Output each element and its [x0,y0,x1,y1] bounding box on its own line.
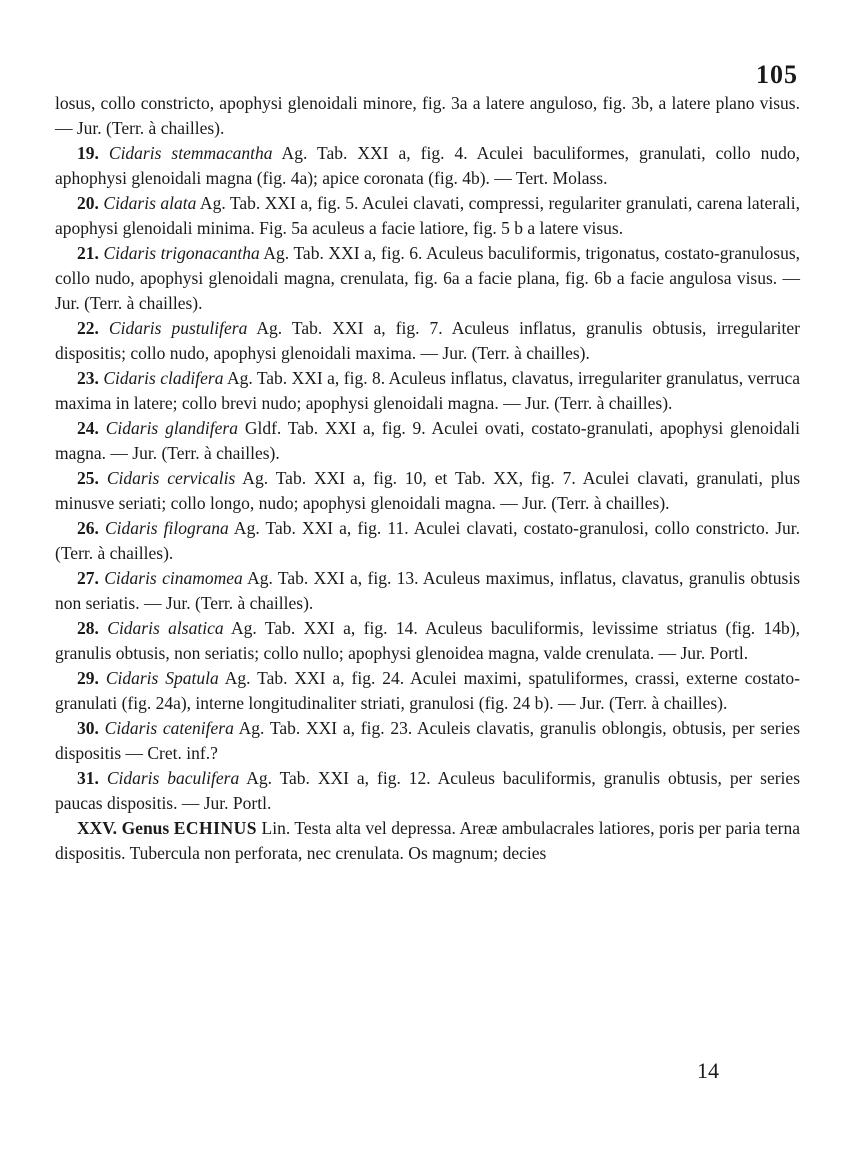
species-name: Cidaris glandifera [105,418,238,438]
genus-text: Lin. Testa alta vel depressa. Areæ ambulacrales latiores, poris per paria terna dispositis. Tubercula non perforata, nec crenulata. Os magnum; decies [55,818,800,863]
entry-text: Ag. Tab. XXI a, fig. 23. Aculeis clavatis, granulis oblongis, obtusis, per series dispositis — Cret. inf.? [55,718,801,763]
species-name: Cidaris stemmacantha [108,143,273,163]
species-entry-25 [55,466,800,516]
species-entry-20 [55,191,800,241]
entry-text: Ag. Tab. XXI a, fig. 4. Aculei baculiformes, granulati, collo nudo, aphophysi glenoidali magna (fig. 4a); apice coronata (fig. 4b). — Tert. Molass. [55,143,800,188]
entry-text: Ag. Tab. XXI a, fig. 8. Aculeus inflatus, clavatus, irregulariter granulatus, verruca maxima in latere; collo brevi nudo; apophysi glenoidali magna. — Jur. (Terr. à chailles). [55,368,801,413]
entry-number: 25. [77,468,99,488]
species-entry-24 [55,416,800,466]
entry-number: 22. [77,318,99,338]
entry-number: 21. [77,243,99,263]
entry-text: Ag. Tab. XXI a, fig. 14. Aculeus baculiformis, levissime striatus (fig. 14b), granulis obtusis, non seriatis; collo nullo; apophysi glenoidea magna, valde crenulata. — Jur. Portl. [55,618,800,663]
genus-name: ECHINUS [173,818,257,838]
species-entry-28 [55,616,800,666]
species-entry-26 [55,516,800,566]
entry-number: 29. [77,668,99,688]
signature-mark: 14 [697,1058,719,1083]
entry-number: 19. [77,143,99,163]
entry-number: 26. [77,518,99,538]
species-entry-30 [55,716,800,766]
genus-heading-entry [55,816,800,866]
species-name: Cidaris cladifera [103,368,224,388]
species-entry-23 [55,366,800,416]
species-name: Cidaris baculifera [106,768,240,788]
entry-text: Ag. Tab. XXI a, fig. 6. Aculeus baculiformis, trigonatus, costato-granulosus, collo nudo, apophysi glenoidali magna, crenulata, fig. 6a a facie plana, fig. 6b a facie angulosa visus. — Jur. (Terr. à chailles). [55,243,801,313]
entry-text: Ag. Tab. XXI a, fig. 11. Aculei clavati, costato-granulosi, collo constricto. Jur. (Terr. à chailles). [55,518,801,563]
entry-text: Ag. Tab. XXI a, fig. 24. Aculei maximi, spatuliformes, crassi, externe costato-granulati (fig. 24a), interne longitudinaliter striati, granulosi (fig. 24 b). — Jur. (Terr. à chailles). [55,668,801,713]
species-name: Cidaris alata [103,193,197,213]
species-entry-21 [55,241,800,316]
species-entry-22 [55,316,800,366]
entry-number: 23. [77,368,99,388]
entry-number: 31. [77,768,99,788]
species-entry-29 [55,666,800,716]
entry-text: Ag. Tab. XXI a, fig. 10, et Tab. XX, fig. 7. Aculei clavati, granulati, plus minusve seriati; collo longo, nudo; apophysi glenoidali magna. — Jur. (Terr. à chailles). [55,468,801,513]
page-number: 105 [756,60,798,89]
entry-text: Ag. Tab. XXI a, fig. 7. Aculeus inflatus, granulis obtusis, irregulariter dispositis; collo nudo, apophysi glenoidali maxima. — Jur. (Terr. à chailles). [55,318,800,363]
species-name: Cidaris filograna [105,518,229,538]
entry-text: Gldf. Tab. XXI a, fig. 9. Aculei ovati, costato-granulati, apophysi glenoidali magna. — Jur. (Terr. à chailles). [55,418,801,463]
species-entry-31 [55,766,800,816]
paragraph-text: losus, collo constricto, apophysi glenoidali minore, fig. 3a a latere anguloso, fig. 3b, a latere plano visus. — Jur. (Terr. à chailles). [55,93,800,138]
species-name: Cidaris catenifera [104,718,234,738]
entry-number: 24. [77,418,99,438]
genus-number: XXV. [77,818,118,838]
body-text [55,91,800,866]
genus-label: Genus [117,818,174,838]
species-name: Cidaris cervicalis [106,468,236,488]
paragraph-continuation [55,91,800,141]
species-name: Cidaris trigonacantha [103,243,260,263]
entry-text: Ag. Tab. XXI a, fig. 5. Aculei clavati, compressi, regulariter granulati, carena laterali, apophysi glenoidali minima. Fig. 5a aculeus a facie latiore, fig. 5 b a latere visus. [55,193,801,238]
entry-number: 20. [77,193,99,213]
species-name: Cidaris cinamomea [104,568,243,588]
species-entry-19 [55,141,800,191]
entry-text: Ag. Tab. XXI a, fig. 13. Aculeus maximus, inflatus, clavatus, granulis obtusis non seriatis. — Jur. (Terr. à chailles). [55,568,801,613]
entry-number: 27. [77,568,99,588]
entry-number: 30. [77,718,99,738]
species-name: Cidaris alsatica [107,618,224,638]
species-name: Cidaris pustulifera [108,318,248,338]
species-name: Cidaris Spatula [105,668,219,688]
entry-number: 28. [77,618,99,638]
entry-text: Ag. Tab. XXI a, fig. 12. Aculeus baculiformis, granulis obtusis, per series paucas dispositis. — Jur. Portl. [55,768,801,813]
species-entry-27 [55,566,800,616]
